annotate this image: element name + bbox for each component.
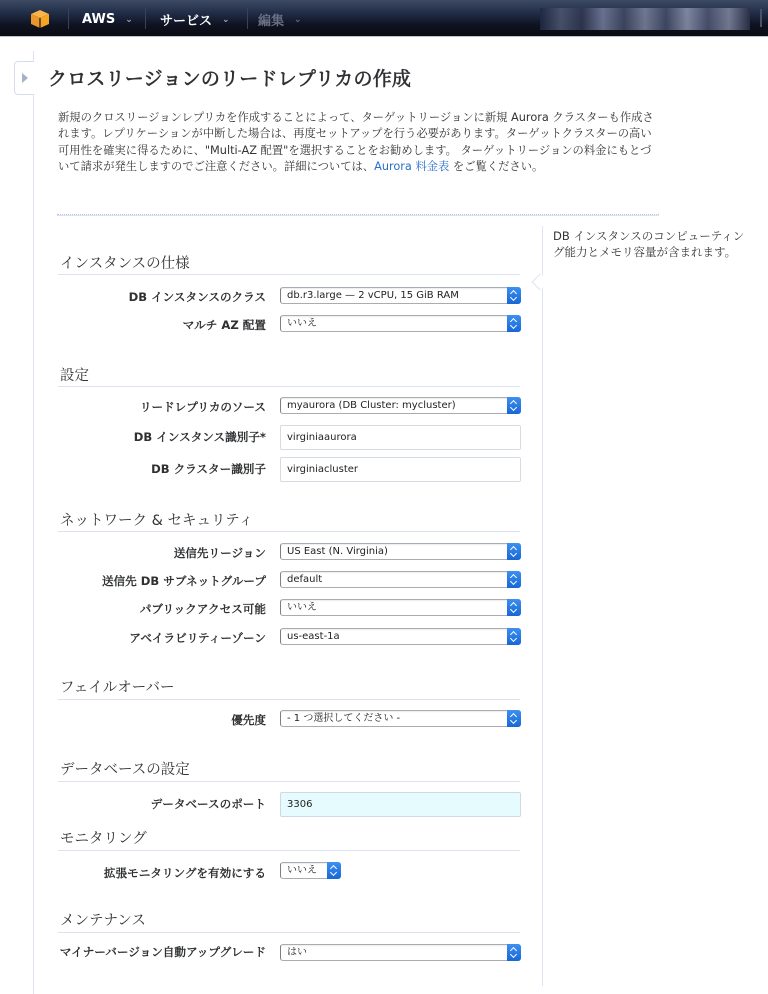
section-title-network-security: ネットワーク & セキュリティ xyxy=(60,513,254,529)
section-divider xyxy=(58,274,520,275)
destination-region-label: 送信先リージョン xyxy=(173,546,266,560)
section-title-settings: 設定 xyxy=(60,368,89,384)
select-arrows-icon xyxy=(507,543,521,560)
select-arrows-icon xyxy=(507,315,521,332)
database-port-input[interactable]: 3306 xyxy=(280,792,521,817)
availability-zone-value: us-east-1a xyxy=(287,631,340,642)
select-arrows-icon xyxy=(507,599,521,616)
aws-cube-icon[interactable] xyxy=(30,9,50,29)
database-port-label: データベースのポート xyxy=(150,797,266,811)
section-divider xyxy=(58,932,520,933)
auto-minor-upgrade-label: マイナーバージョン自動アップグレード xyxy=(59,945,266,959)
nav-divider xyxy=(247,8,248,29)
section-title-maintenance: メンテナンス xyxy=(60,913,146,929)
section-title-instance-spec: インスタンスの仕様 xyxy=(60,256,190,272)
top-nav-bar xyxy=(0,0,768,37)
chevron-down-icon: ⌄ xyxy=(125,15,133,25)
select-arrows-icon xyxy=(327,862,341,879)
availability-zone-select[interactable] xyxy=(280,628,521,645)
intro-paragraph xyxy=(58,110,662,175)
section-divider xyxy=(57,214,659,216)
edit-menu-label: 編集 xyxy=(258,13,285,29)
priority-select[interactable] xyxy=(280,710,521,727)
enhanced-monitoring-label: 拡張モニタリングを有効にする xyxy=(103,866,266,880)
section-divider xyxy=(58,531,520,532)
select-arrows-icon xyxy=(507,710,521,727)
account-menu-blurred[interactable] xyxy=(540,8,750,30)
select-arrows-icon xyxy=(507,944,521,961)
publicly-accessible-label: パブリックアクセス可能 xyxy=(139,602,266,616)
read-replica-source-select[interactable] xyxy=(280,397,521,414)
edit-menu[interactable] xyxy=(258,10,302,28)
nav-divider xyxy=(68,8,69,29)
priority-value: - 1 つ選択してください - xyxy=(287,713,401,724)
chevron-down-icon: ⌄ xyxy=(222,15,230,25)
nav-divider xyxy=(760,9,762,27)
destination-region-select[interactable] xyxy=(280,543,521,560)
aws-menu[interactable] xyxy=(82,10,133,28)
aws-menu-label: AWS xyxy=(82,11,116,27)
section-divider xyxy=(58,386,520,387)
multi-az-value: いいえ xyxy=(287,318,317,329)
services-menu-label: サービス xyxy=(160,13,213,29)
page-title: クロスリージョンのリードレプリカの作成 xyxy=(48,68,412,90)
auto-minor-upgrade-value: はい xyxy=(287,947,307,958)
enhanced-monitoring-value: いいえ xyxy=(287,865,317,876)
db-instance-class-label: DB インスタンスのクラス xyxy=(128,290,266,304)
db-instance-identifier-label: DB インスタンス識別子* xyxy=(133,430,266,444)
sidebar-toggle[interactable] xyxy=(14,61,34,95)
section-divider xyxy=(58,781,520,782)
multi-az-label: マルチ AZ 配置 xyxy=(182,318,266,332)
select-arrows-icon xyxy=(507,571,521,588)
auto-minor-upgrade-select[interactable] xyxy=(280,944,521,961)
select-arrows-icon xyxy=(507,287,521,304)
sidebar-border xyxy=(33,51,34,994)
select-arrows-icon xyxy=(507,397,521,414)
intro-text: 新規のクロスリージョンレプリカを作成することによって、ターゲットリージョンに新規 Aurora クラスターも作成されます。レプリケーションが中断した場合は、再度セットアップを行う必要があります。ターゲットクラスターの高い可用性を確実に得るために、"Multi-AZ 配置"を選択することをお勧めします。 ターゲットリージョンの料金にもとづいて請求が発生しますのでご注意ください。詳細については、 xyxy=(58,111,654,173)
help-panel-border xyxy=(542,226,543,986)
availability-zone-label: アベイラビリティーゾーン xyxy=(129,631,266,645)
db-cluster-identifier-input[interactable]: virginiacluster xyxy=(280,457,521,482)
section-divider xyxy=(58,850,520,851)
section-title-database-options: データベースの設定 xyxy=(60,762,190,778)
db-instance-class-select[interactable] xyxy=(280,287,521,304)
aurora-pricing-link[interactable]: Aurora 料金表 xyxy=(374,159,450,173)
read-replica-source-value: myaurora (DB Cluster: mycluster) xyxy=(287,400,456,411)
destination-subnet-group-label: 送信先 DB サブネットグループ xyxy=(101,574,266,588)
read-replica-source-label: リードレプリカのソース xyxy=(139,400,266,414)
help-panel-pointer xyxy=(532,274,549,291)
triangle-right-icon xyxy=(22,73,28,83)
enhanced-monitoring-select[interactable] xyxy=(280,862,341,879)
help-panel-text: DB インスタンスのコンピューティング能力とメモリ容量が含まれます。 xyxy=(553,229,745,259)
multi-az-select[interactable] xyxy=(280,315,521,332)
select-arrows-icon xyxy=(507,628,521,645)
priority-label: 優先度 xyxy=(231,713,266,727)
destination-region-value: US East (N. Virginia) xyxy=(287,546,388,557)
db-instance-class-value: db.r3.large — 2 vCPU, 15 GiB RAM xyxy=(287,290,459,301)
db-instance-identifier-input[interactable]: virginiaaurora xyxy=(280,425,521,450)
publicly-accessible-value: いいえ xyxy=(287,602,317,613)
intro-text-end: をご覧ください。 xyxy=(449,159,544,173)
section-divider xyxy=(58,699,520,700)
section-title-monitoring: モニタリング xyxy=(60,831,147,847)
destination-subnet-group-value: default xyxy=(287,574,323,585)
chevron-down-icon: ⌄ xyxy=(294,15,302,25)
section-title-failover: フェイルオーバー xyxy=(60,680,175,696)
publicly-accessible-select[interactable] xyxy=(280,599,521,616)
db-cluster-identifier-label: DB クラスター識別子 xyxy=(151,462,266,476)
destination-subnet-group-select[interactable] xyxy=(280,571,521,588)
nav-divider xyxy=(145,8,146,29)
services-menu[interactable] xyxy=(160,10,230,28)
